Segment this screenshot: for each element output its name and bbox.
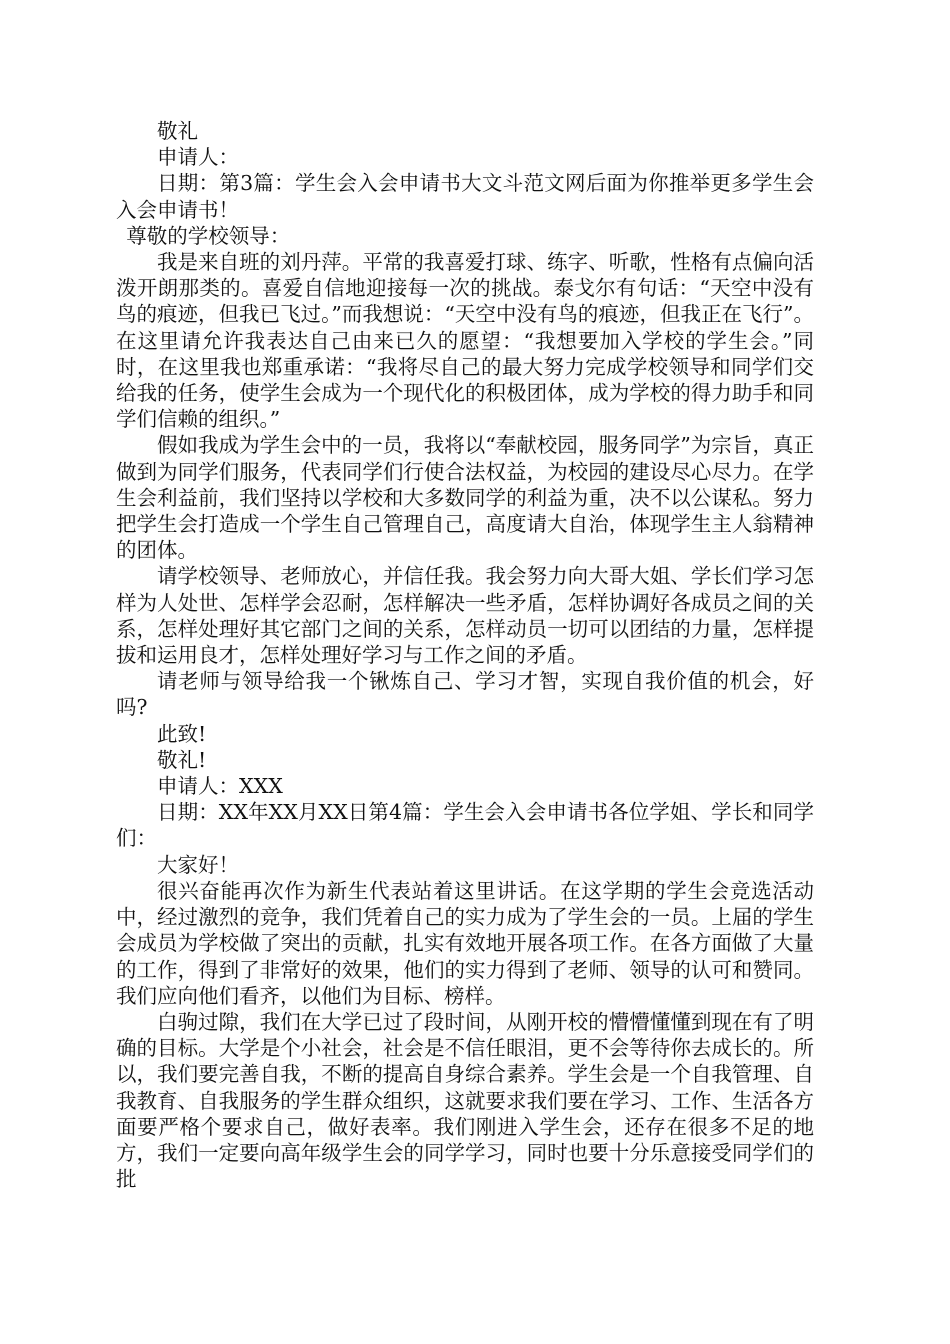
body-paragraph: 假如我成为学生会中的一员，我将以“奉献校园，服务同学”为宗旨，真正做到为同学们服务，代表同学们行使合法权益，为校园的建设尽心尽力。在学生会利益前，我们坚持以学校和大多数同学的利益为重，决不以公谋私。努力把学生会打造成一个学生自己管理自己，高度请大自治，体现学生主人翁精神的团体。 (116, 433, 814, 563)
document-body (116, 118, 814, 1192)
date-line: 日期：XX年XX月XX日第4篇：学生会入会申请书各位学姐、学长和同学们： (116, 800, 814, 851)
body-paragraph: 很兴奋能再次作为新生代表站着这里讲话。在这学期的学生会竞选活动中，经过激烈的竞争，我们凭着自己的实力成为了学生会的一员。上届的学生会成员为学校做了突出的贡献，扎实有效地开展各项工作。在各方面做了大量的工作，得到了非常好的效果，他们的实力得到了老师、领导的认可和赞同。我们应向他们看齐，以他们为目标、榜样。 (116, 878, 814, 1008)
greeting: 尊敬的学校领导： (126, 223, 291, 248)
greeting: 大家好！ (157, 852, 239, 877)
body-paragraph: 白驹过隙，我们在大学已过了段时间，从刚开校的懵懵懂懂到现在有了明确的目标。大学是个小社会，社会是不信任眼泪，更不会等待你去成长的。所以，我们要完善自我，不断的提高自身综合素养。学生会是一个自我管理、自我教育、自我服务的学生群众组织，这就要求我们要在学习、工作、生活各方面要严格个要求自己，做好表率。我们刚进入学生会，还存在很多不足的地方，我们一定要向高年级学生会的同学学习，同时也要十分乐意接受同学们的批 (116, 1009, 814, 1192)
closing-salutation: 敬礼 (157, 119, 198, 143)
date-line: 日期：第3篇：学生会入会申请书大文斗范文网后面为你推举更多学生会入会申请书！ (116, 171, 814, 222)
body-paragraph: 请学校领导、老师放心，并信任我。我会努力向大哥大姐、学长们学习怎样为人处世、怎样学会忍耐，怎样解决一些矛盾，怎样协调好各成员之间的关系，怎样处理好其它部门之间的关系，怎样动员一切可以团结的力量，怎样提拔和运用良才，怎样处理好学习与工作之间的矛盾。 (116, 564, 814, 668)
closing-salutation: 敬礼! (157, 747, 207, 772)
applicant-line: 申请人：XXX (157, 774, 283, 799)
closing-line: 此致! (157, 721, 207, 746)
applicant-line: 申请人： (157, 145, 239, 170)
body-paragraph: 我是来自班的刘丹萍。平常的我喜爱打球、练字、听歌，性格有点偏向活泼开朗那类的。喜爱自信地迎接每一次的挑战。泰戈尔有句话：“天空中没有鸟的痕迹，但我已飞过。”而我想说：“天空中没有鸟的痕迹，但我正在飞行”。在这里请允许我表达自己由来已久的愿望：“我想要加入学校的学生会。”同时，在这里我也郑重承诺：“我将尽自己的最大努力完成学校领导和同学们交给我的任务，使学生会成为一个现代化的积极团体，成为学校的得力助手和同学们信赖的组织。” (116, 250, 814, 432)
body-paragraph: 请老师与领导给我一个锹炼自己、学习才智，实现自我价值的机会，好吗? (116, 669, 814, 720)
